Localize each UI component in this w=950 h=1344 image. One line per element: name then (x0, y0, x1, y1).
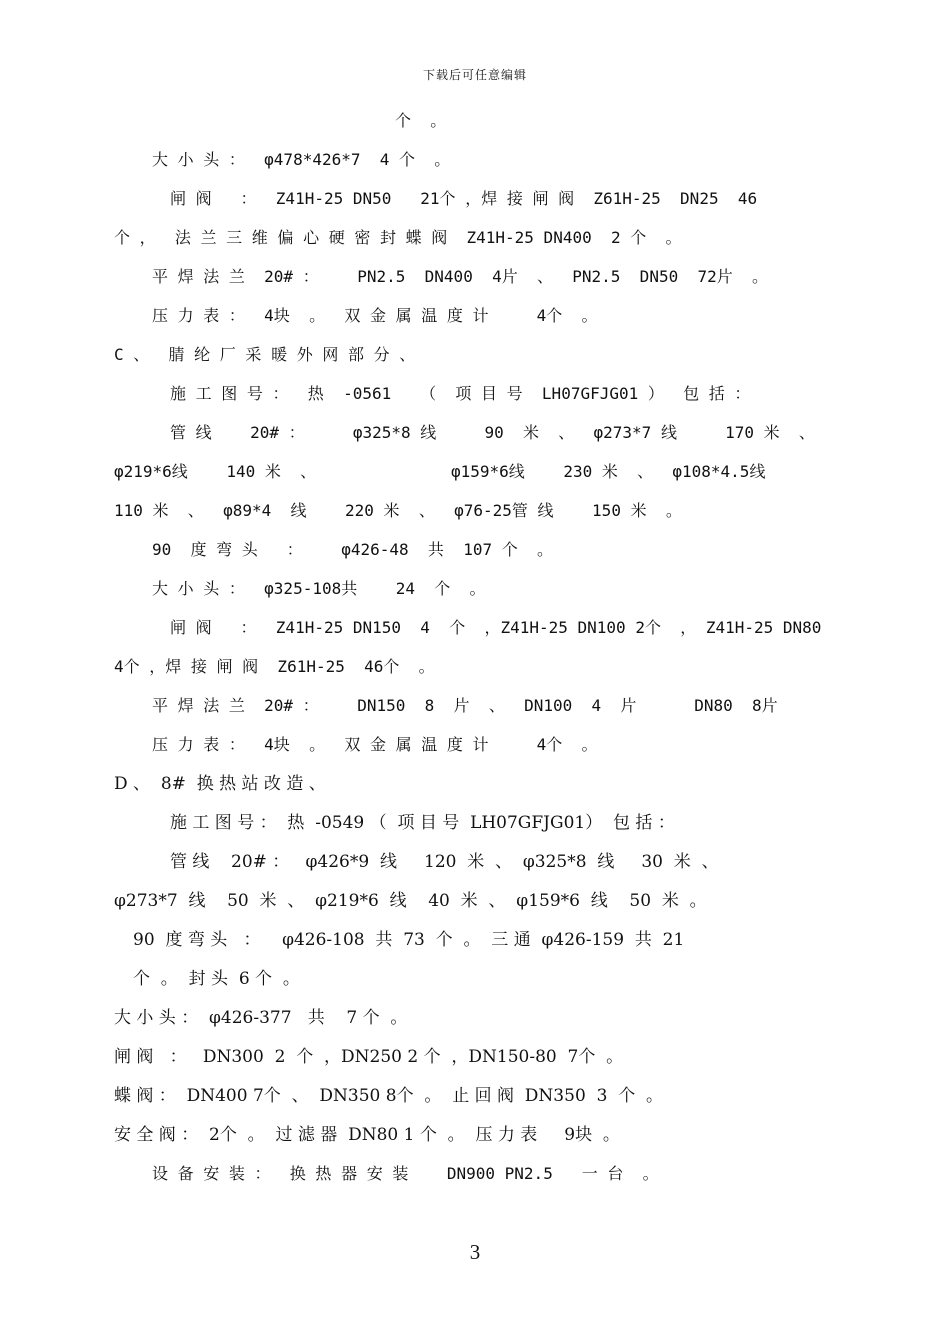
text-line: 压 力 表 ： 4块 。 双 金 属 温 度 计 4个 。 (152, 735, 598, 754)
text-line: 施 工 图 号 ： 热 -0561 （ 项 目 号 LH07GFJG01 ） 包 括 ： (170, 384, 751, 403)
text-line: 90 度 弯 头 ： φ426-108 共 73 个 。 三 通 φ426-159 共 21 (133, 930, 685, 950)
text-line: 平 焊 法 兰 20# ： DN150 8 片 、 DN100 4 片 DN80 8片 (152, 696, 778, 715)
text-line: 个 。 封 头 6 个 。 (133, 969, 300, 989)
text-line: 闸 阀 ： DN300 2 个 ，DN250 2 个 ，DN150-80 7个 。 (114, 1047, 624, 1067)
text-line: 压 力 表 ： 4块 。 双 金 属 温 度 计 4个 。 (152, 306, 598, 325)
text-line: 大 小 头 ： φ325-108共 24 个 。 (152, 579, 486, 598)
text-line: 个 。 (395, 111, 447, 130)
text-line: 闸 阀 ： Z41H-25 DN50 21个 ，焊 接 闸 阀 Z61H-25 DN25 46 (170, 189, 758, 208)
text-line: 大 小 头 ： φ426-377 共 7 个 。 (114, 1008, 408, 1028)
text-line: 安 全 阀 ： 2个 。 过 滤 器 DN80 1 个 。 压 力 表 9块 。 (114, 1125, 620, 1145)
text-line: 管 线 20# ： φ325*8 线 90 米 、 φ273*7 线 170 米 、 (170, 423, 815, 442)
text-line: 平 焊 法 兰 20# ： PN2.5 DN400 4片 、 PN2.5 DN50 72片 。 (152, 267, 769, 286)
text-line: 施 工 图 号 ： 热 -0549 （ 项 目 号 LH07GFJG01） 包 括 ： (170, 813, 675, 833)
text-line: 大 小 头 ： φ478*426*7 4 个 。 (152, 150, 451, 169)
text-line: 蝶 阀 ： DN400 7个 、 DN350 8个 。 止 回 阀 DN350 3 个 。 (114, 1086, 663, 1106)
page-header: 下载后可任意编辑 (422, 68, 527, 82)
text-line: 个 ， 法 兰 三 维 偏 心 硬 密 封 蝶 阀 Z41H-25 DN400 2 个 。 (114, 228, 682, 247)
section-heading: D 、 8# 换 热 站 改 造 、 (114, 774, 326, 794)
text-line: 4个 ，焊 接 闸 阀 Z61H-25 46个 。 (114, 657, 435, 676)
text-line: 管 线 20# ： φ426*9 线 120 米 、 φ325*8 线 30 米 、 (170, 852, 719, 872)
text-line: 设 备 安 装 ： 换 热 器 安 装 DN900 PN2.5 一 台 。 (152, 1164, 659, 1183)
text-line: 110 米 、 φ89*4 线 220 米 、 φ76-25管 线 150 米 。 (114, 501, 682, 520)
text-line: φ219*6线 140 米 、 φ159*6线 230 米 、 φ108*4.5线 (114, 462, 766, 481)
text-line: 90 度 弯 头 ： φ426-48 共 107 个 。 (152, 540, 553, 559)
text-line: φ273*7 线 50 米 、 φ219*6 线 40 米 、 φ159*6 线 50 米 。 (114, 891, 707, 911)
section-heading: C 、 腈 纶 厂 采 暖 外 网 部 分 、 (114, 345, 416, 364)
page-number: 3 (469, 1240, 481, 1264)
text-line: 闸 阀 ： Z41H-25 DN150 4 个 ，Z41H-25 DN100 2个 ， Z41H-25 DN80 (170, 618, 822, 637)
